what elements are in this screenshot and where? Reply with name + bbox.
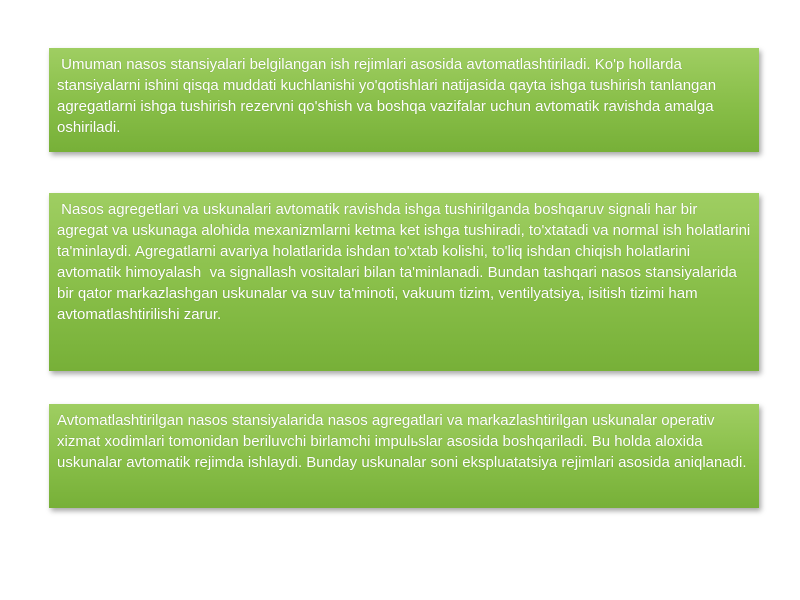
paragraph-2: Nasos agregetlari va uskunalari avtomatik ravishda ishga tushirilganda boshqaruv signali har bir agregat va uskunaga alohida mexanizmlarni ketma ket ishga tushiradi, to'xtatadi va normal ish holatlarini ta'minlaydi. Agregatlarni avariya holatlarida ishdan to'xtab kolishi, to'liq ishdan chiqish holatlarini avtomatik himoyalash va signallash vositalari bilan ta'minlanadi. Bundan tashqari nasos stansiyalarida bir qator markazlashgan uskunalar va suv ta'minoti, vakuum tizim, ventilyatsiya, isitish tizimi ham avtomatlashtirilishi zarur. (57, 201, 755, 323)
paragraph-3: Avtomatlashtirilgan nasos stansiyalarida nasos agregatlari va markazlashtirilgan uskunalar operativ xizmat xodimlari tomonidan beriluvchi birlamchi impulьslar asosida boshqariladi. Bu holda aloxida uskunalar avtomatik rejimda ishlaydi. Bunday uskunalar soni ekspluatatsiya rejimlari asosida aniqlanadi. (57, 412, 747, 471)
text-box-3 (49, 404, 759, 508)
text-box-1 (49, 48, 759, 152)
text-box-2 (49, 193, 759, 371)
paragraph-1: Umuman nasos stansiyalari belgilangan ish rejimlari asosida avtomatlashtiriladi. Ko'p hollarda stansiyalarni ishini qisqa muddati kuchlanishi yo'qotishlari natijasida qayta ishga tushirish tanlangan agregatlarni ishga tushirish rezervni qo'shish va boshqa vazifalar uchun avtomatik ravishda amalga oshiriladi. (57, 56, 721, 136)
